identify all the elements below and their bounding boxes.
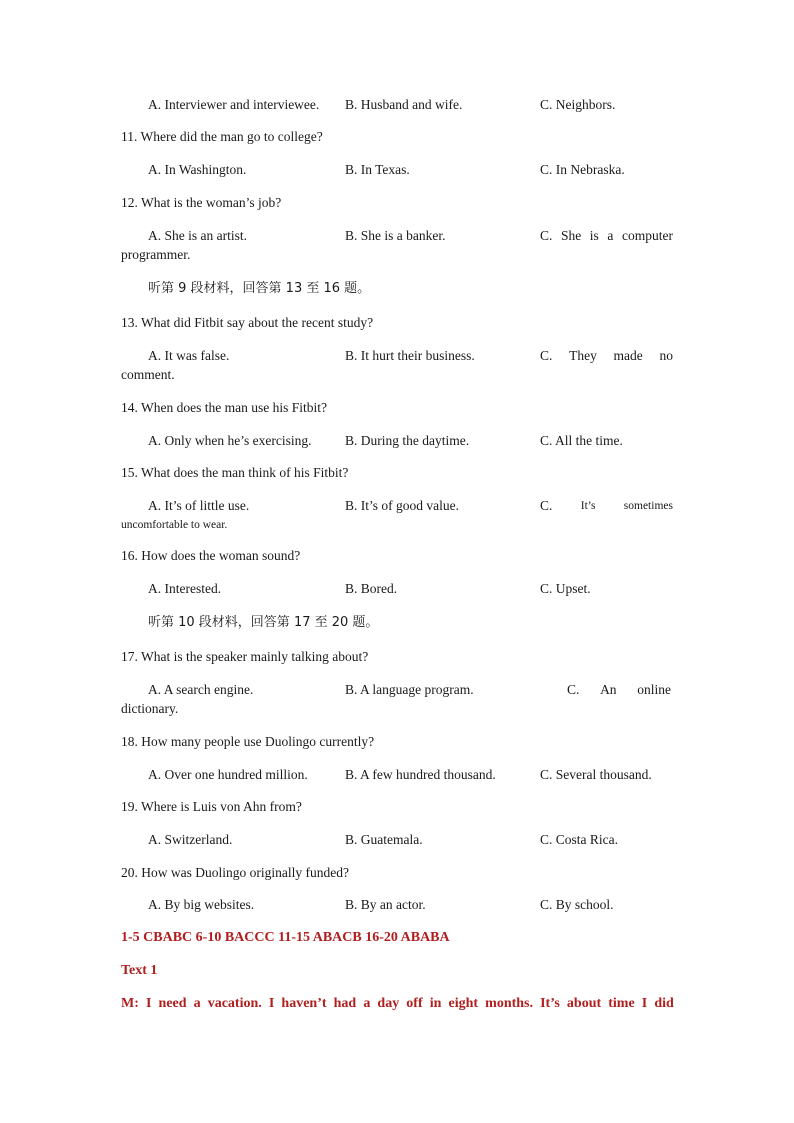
option-10-a: A. Interviewer and interviewee. <box>148 97 320 112</box>
transcript-word: months. <box>485 996 534 1011</box>
transcript-word: off <box>406 996 423 1011</box>
transcript-word: time <box>608 996 635 1011</box>
transcript-word: It’s <box>540 996 560 1011</box>
question-20: 20. How was Duolingo originally funded? <box>121 865 349 880</box>
option-16-c: C. Upset. <box>540 581 591 596</box>
option-14-a: A. Only when he’s exercising. <box>148 433 312 448</box>
option-15-a: A. It’s of little use. <box>148 498 250 513</box>
section-9-instruction: 听第 9 段材料，回答第 13 至 16 题。 <box>148 281 371 296</box>
option-13-b: B. It hurt their business. <box>345 348 475 363</box>
question-19: 19. Where is Luis von Ahn from? <box>121 799 302 814</box>
option-15-b: B. It’s of good value. <box>345 498 459 513</box>
question-18: 18. How many people use Duolingo currently? <box>121 734 375 749</box>
option-17-a: A. A search engine. <box>148 682 254 697</box>
option-12-c: C. She is a computer <box>540 228 673 243</box>
option-14-b: B. During the daytime. <box>345 433 470 448</box>
option-15-c: C. It’s sometimes <box>540 498 673 513</box>
question-14: 14. When does the man use his Fitbit? <box>121 400 327 415</box>
transcript-word: I <box>145 996 152 1011</box>
transcript-word: in <box>429 996 442 1011</box>
question-12: 12. What is the woman’s job? <box>121 195 282 210</box>
option-20-c: C. By school. <box>540 897 614 912</box>
option-11-b: B. In Texas. <box>345 162 410 177</box>
transcript-word: vacation. <box>207 996 262 1011</box>
transcript-word: I <box>268 996 275 1011</box>
transcript-word: haven’t <box>281 996 327 1011</box>
option-12-a: A. She is an artist. <box>148 228 247 243</box>
option-11-a: A. In Washington. <box>148 162 247 177</box>
transcript-word: had <box>333 996 357 1011</box>
option-13-c: C. They made no <box>540 348 673 363</box>
question-15: 15. What does the man think of his Fitbit? <box>121 465 349 480</box>
option-10-c: C. Neighbors. <box>540 97 616 112</box>
transcript-word: did <box>654 996 674 1011</box>
option-12-c-continued: programmer. <box>121 247 191 262</box>
transcript-word: about <box>566 996 602 1011</box>
transcript-word: a <box>363 996 371 1011</box>
option-18-c: C. Several thousand. <box>540 767 652 782</box>
option-16-a: A. Interested. <box>148 581 222 596</box>
option-15-c-continued: uncomfortable to wear. <box>121 519 228 531</box>
option-11-c: C. In Nebraska. <box>540 162 625 177</box>
transcript-word: I <box>641 996 648 1011</box>
transcript-word: M: <box>121 996 139 1011</box>
option-16-b: B. Bored. <box>345 581 398 596</box>
option-18-a: A. Over one hundred million. <box>148 767 308 782</box>
option-14-c: C. All the time. <box>540 433 623 448</box>
transcript-word: eight <box>448 996 479 1011</box>
question-17: 17. What is the speaker mainly talking about? <box>121 649 369 664</box>
question-13: 13. What did Fitbit say about the recent study? <box>121 315 374 330</box>
section-10-instruction: 听第 10 段材料，回答第 17 至 20 题。 <box>148 615 379 630</box>
option-19-a: A. Switzerland. <box>148 832 233 847</box>
option-12-b: B. She is a banker. <box>345 228 446 243</box>
transcript-word: need <box>158 996 187 1011</box>
transcript-word: a <box>193 996 201 1011</box>
option-13-a: A. It was false. <box>148 348 230 363</box>
option-20-a: A. By big websites. <box>148 897 255 912</box>
option-20-b: B. By an actor. <box>345 897 426 912</box>
text-1-first-line <box>121 995 674 1013</box>
option-10-b: B. Husband and wife. <box>345 97 463 112</box>
transcript-word: day <box>377 996 400 1011</box>
option-18-b: B. A few hundred thousand. <box>345 767 496 782</box>
option-13-c-continued: comment. <box>121 367 175 382</box>
answer-key: 1-5 CBABC 6-10 BACCC 11-15 ABACB 16-20 ABABA <box>121 930 450 945</box>
question-11: 11. Where did the man go to college? <box>121 129 323 144</box>
option-17-b: B. A language program. <box>345 682 474 697</box>
option-17-c: C. An online <box>567 682 671 697</box>
question-16: 16. How does the woman sound? <box>121 548 301 563</box>
option-19-c: C. Costa Rica. <box>540 832 618 847</box>
option-17-c-continued: dictionary. <box>121 701 179 716</box>
option-19-b: B. Guatemala. <box>345 832 423 847</box>
text-1-title: Text 1 <box>121 963 158 978</box>
